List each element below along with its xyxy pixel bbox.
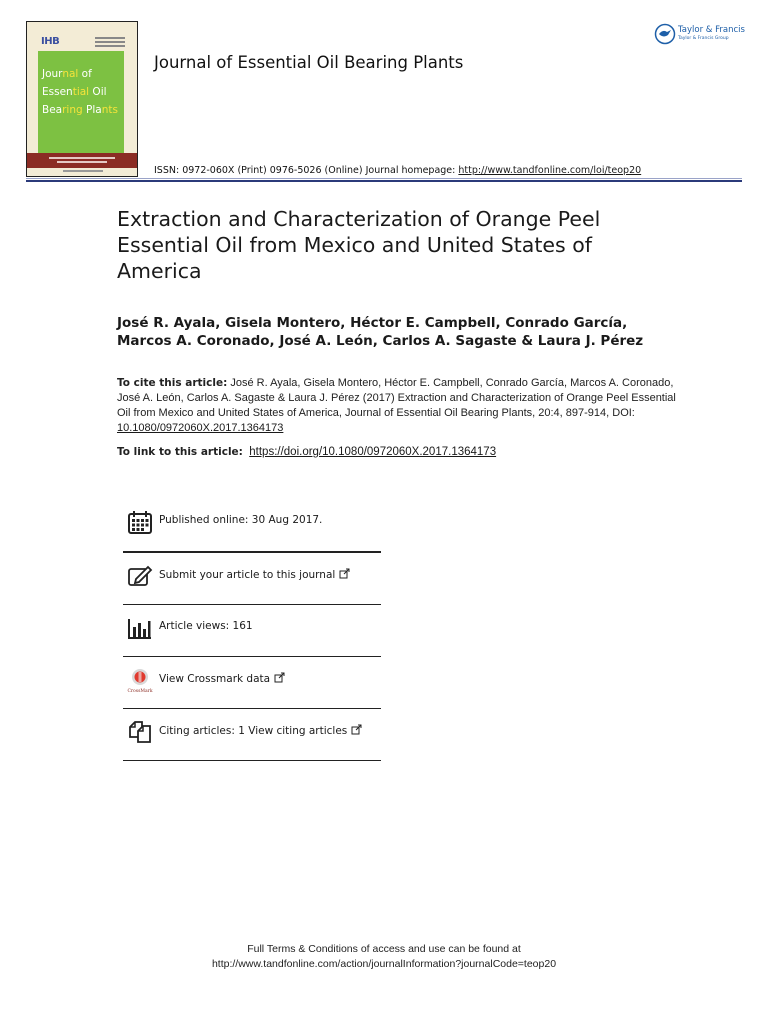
article-link-line xyxy=(117,446,677,458)
article-info-panel xyxy=(123,499,381,761)
citation-block xyxy=(117,376,677,436)
terms-url[interactable]: http://www.tandfonline.com/action/journalInformation?journalCode=teop20 xyxy=(211,958,557,970)
article-views: Article views: 161 xyxy=(159,620,253,632)
issn-text: ISSN: 0972-060X (Print) 0976-5026 (Online) Journal homepage: xyxy=(154,165,459,176)
published-date: Published online: 30 Aug 2017. xyxy=(159,514,323,526)
views-row xyxy=(123,605,381,657)
header-divider-thin xyxy=(26,178,742,179)
crossmark-row[interactable] xyxy=(123,657,381,709)
journal-homepage-link[interactable]: http://www.tandfonline.com/loi/teop20 xyxy=(458,165,642,176)
journal-cover-thumbnail xyxy=(26,21,138,177)
citing-articles-icon xyxy=(127,719,153,745)
article-title: Extraction and Characterization of Orange Peel Essential Oil from Mexico and United States of America xyxy=(117,207,601,283)
submit-article-link[interactable]: Submit your article to this journal xyxy=(159,568,350,581)
terms-footer xyxy=(0,942,768,972)
bar-chart-icon xyxy=(127,615,153,641)
edit-icon xyxy=(127,563,153,589)
crossmark-icon xyxy=(127,667,153,693)
article-doi-url[interactable]: https://doi.org/10.1080/0972060X.2017.1364173 xyxy=(249,446,497,458)
crossmark-link[interactable]: View Crossmark data xyxy=(159,672,285,685)
doi-link[interactable]: 10.1080/0972060X.2017.1364173 xyxy=(117,422,284,434)
citation-text: José R. Ayala, Gisela Montero, Héctor E. Campbell, Conrado García, Marcos A. Coronado, José A. León, Carlos A. Sagaste & Laura J. Pérez (2017) Extraction and Characterization of Orange Peel Essential Oil from Mexico and United States of America, Journal of Essential Oil Bearing Plants, 20:4, 897-914, DOI: xyxy=(117,377,676,419)
header-divider xyxy=(26,180,742,182)
taylor-francis-icon xyxy=(654,23,676,45)
cover-band xyxy=(27,153,137,168)
citing-articles-link[interactable]: Citing articles: 1 View citing articles xyxy=(159,724,362,737)
external-link-icon xyxy=(351,724,362,735)
crossmark-logo-text: CrossMark xyxy=(127,689,153,693)
cover-title-panel xyxy=(38,51,124,153)
publisher-group: Taylor & Francis Group xyxy=(678,36,729,41)
footer-line-1: Full Terms & Conditions of access and use can be found at xyxy=(247,943,521,955)
submit-row[interactable] xyxy=(123,553,381,605)
citing-row[interactable] xyxy=(123,709,381,761)
link-label: To link to this article: xyxy=(117,446,243,458)
article-authors: José R. Ayala, Gisela Montero, Héctor E. Campbell, Conrado García, Marcos A. Coronado, José A. León, Carlos A. Sagaste & Laura J. Pérez xyxy=(117,315,644,349)
issn-line xyxy=(154,165,641,176)
journal-title: Journal of Essential Oil Bearing Plants xyxy=(154,53,464,72)
calendar-icon xyxy=(127,509,153,535)
cover-title: Journal of Essential Oil Bearing Plants xyxy=(42,68,118,116)
published-row xyxy=(123,499,381,553)
publisher-logo xyxy=(654,23,748,47)
cover-footer xyxy=(63,170,103,172)
external-link-icon xyxy=(274,672,285,683)
cover-small-print xyxy=(95,37,125,47)
publisher-name: Taylor & Francis xyxy=(678,25,745,35)
cover-logo: IHB xyxy=(41,36,60,47)
citation-label: To cite this article: xyxy=(117,377,228,389)
external-link-icon xyxy=(339,568,350,579)
